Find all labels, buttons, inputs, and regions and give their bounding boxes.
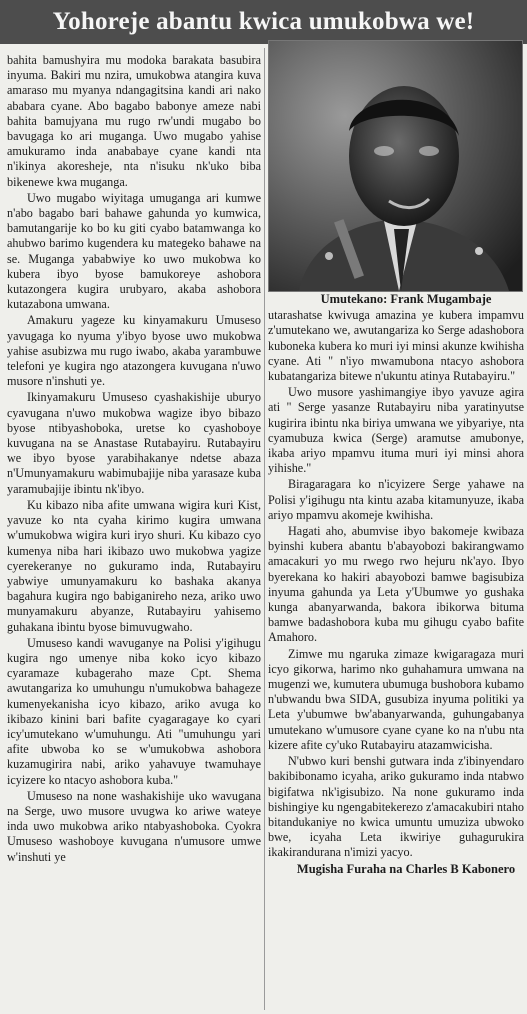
byline: Mugisha Furaha na Charles B Kabonero: [296, 861, 516, 876]
paragraph: Umuseso kandi wavuganye na Polisi y'igihugu kugira ngo umenye niba koko icyo kibazo cyaramaze kubageraho maze Cpt. Shema awutangariza ko umuhungu n'umukobwa bahageze kumenyekanisha icyo kibazo, ariko avuga ko ikibazo kinini bari bafite cyagaragaye ko cyari icy'umutekano w'umuhungu. Ati "umuhungu yari afite ubwoba ko se w'umukobwa ashobora kuzamugirira nabi, ariko yahavuye twamuhaye icyizere ko ntacyo ashobora kuba.": [7, 635, 261, 787]
paragraph: bahita bamushyira mu modoka barakata basubira inyuma. Bakiri mu nzira, umukobwa atangira kuva amaraso mu myanya ndangagitsina kandi ari nako ababara cyane. Abo bagabo babonye ameze nabi bahita bamujyana mu rugo rw'undi mugabo bo bavugaga ko ari muganga. Uwo mugabo yahise amukuramo inda anababaye cyane kandi nta n'ikinya akoresheje, nta n'isuku nk'uko biba bikenewe kwa muganga.: [7, 53, 261, 189]
paragraph: Uwo musore yashimangiye ibyo yavuze agira ati " Serge yasanze Rutabayiru niba yaratinyutse kugirira ibintu nka biriya umwana we yibyariye, nta cyamubuza kwica (Serge) aramutse amubonye, ikaba ariyo mpamvu ituma muri iyi minsi ahora yihishe.": [268, 385, 524, 476]
paragraph: Biragaragara ko n'icyizere Serge yahawe na Polisi y'igihugu nta kintu azaba kitamunyuze, ikaba ariyo mpamvu akomeje kwihisha.: [268, 477, 524, 522]
right-column: [268, 40, 524, 1012]
paragraph: Ikinyamakuru Umuseso cyashakishije uburyo cyavugana n'uwo mukobwa wagize ibyo bibazo byose ntibyashoboka, uretse ko cyashoboye kuvugana na se Anastase Rutabayiru. Rutabayiru we ibyo byose yarabihakanye ndetse abaza n'Umunyamakuru wabimubajije niba yarasaze kuba yaramubajije ibintu nk'ibyo.: [7, 390, 261, 496]
paragraph: Uwo mugabo wiyitaga umuganga ari kumwe n'abo bagabo bari bahawe gahunda yo kumwica, bamutangarije ko bo ku giti cyabo batamwanga ko ahubwo barimo kugendera ku mategeko bahawe na se. Muganga yababwiye ko uwo mukobwa ko kubera ibyo byose bamukoreye ashobora kutazongera kugira urubyaro, akaba ashobora kutazabona umwana.: [7, 190, 261, 312]
left-column: [7, 53, 261, 1011]
paragraph: utarashatse kwivuga amazina ye kubera impamvu z'umutekano we, awutangariza ko Serge adashobora kuboneka kubera ko muri iyi minsi akunze kwihisha cyane. Ati " n'iyo mwamubona ntacyo ashobora kubatangariza bitewe n'ukuntu atinya Rutabayiru.": [268, 308, 524, 384]
paragraph: Umuseso na none washakishije uko wavugana na Serge, uwo musore uvugwa ko ariwe wateye inda uwo mukobwa ariko ntabyashoboka. Cyokra Umuseso washoboye kuvugana n'umusore umwe w'inshuti ye: [7, 788, 261, 864]
photo-caption: Umutekano: Frank Mugambaje: [320, 292, 492, 306]
column-divider: [264, 48, 265, 1010]
portrait-photo: [268, 40, 523, 292]
paragraph: Hagati aho, abumvise ibyo bakomeje kwibaza byinshi kubera abantu b'abayobozi bakirangwamo amacakuri yo mu rwego rwo hejuru nk'ayo. Ibyo byerekana ko hakiri abayobozi bamwe bagisubiza inyuma gahunda ya Leta y'Ubumwe yo gushaka kunga abanyarwanda, bakora ibikorwa bituma bamwe badashobora kuba mu gihugu cyabo bafite Amahoro.: [268, 524, 524, 645]
paragraph: Ku kibazo niba afite umwana wigira kuri Kist, yavuze ko nta cyaha kirimo kugira umwana w'umukobwa wigira kuri iryo shuri. Ku kibazo cyo kumenya niba hari ikibazo uwo mukobwa yagize cyerekeranye no gukuramo inda, Rutabayiru yabwiye umunyamakuru ko bashaka akanya bagahura kugira ngo babiganireho neza, ariko uwo munyamakuru abyanze, Rutabayiru yahisemo guhakana ibintu byose bimuvugwaho.: [7, 497, 261, 634]
paragraph: Amakuru yageze ku kinyamakuru Umuseso yavugaga ko nyuma y'ibyo byose uwo mukobwa yahise asubizwa mu rugo iwabo, akaba yarambuwe telefoni ye kugira ngo atazongera kuvugana n'uwo musore n'inshuti ye.: [7, 313, 261, 389]
article-headline: Yohoreje abantu kwica umukobwa we!: [0, 0, 527, 44]
paragraph: Zimwe mu ngaruka zimaze kwigaragaza muri icyo gikorwa, harimo nko guhahamura umwana na mugenzi we, kumutera ubumuga bushobora kubamo n'ubwandu bwa SIDA, gusubiza inyuma politiki ya Leta y'ubumwe bw'abanyarwanda, guhungabanya umutekano w'umusore cyane cyane ko na n'ubu nta kizere afite cy'uko Rutabayiru atazamwicisha.: [268, 646, 524, 752]
portrait-illustration: [269, 41, 522, 291]
paragraph: N'ubwo kuri benshi gutwara inda z'ibinyendaro bakibibonamo icyaha, ariko gukuramo inda ntabwo bigifatwa nk'igisubizo. Na none gukuramo inda bishingiye ku ngengabitekerezo z'amacakubiri ntaho bitandukaniye no kwica umuntu umuziza ubwoko bwe, icyaha Leta ikwiriye guhagurukira ikakirandurana n'imizi yacyo.: [268, 754, 524, 860]
